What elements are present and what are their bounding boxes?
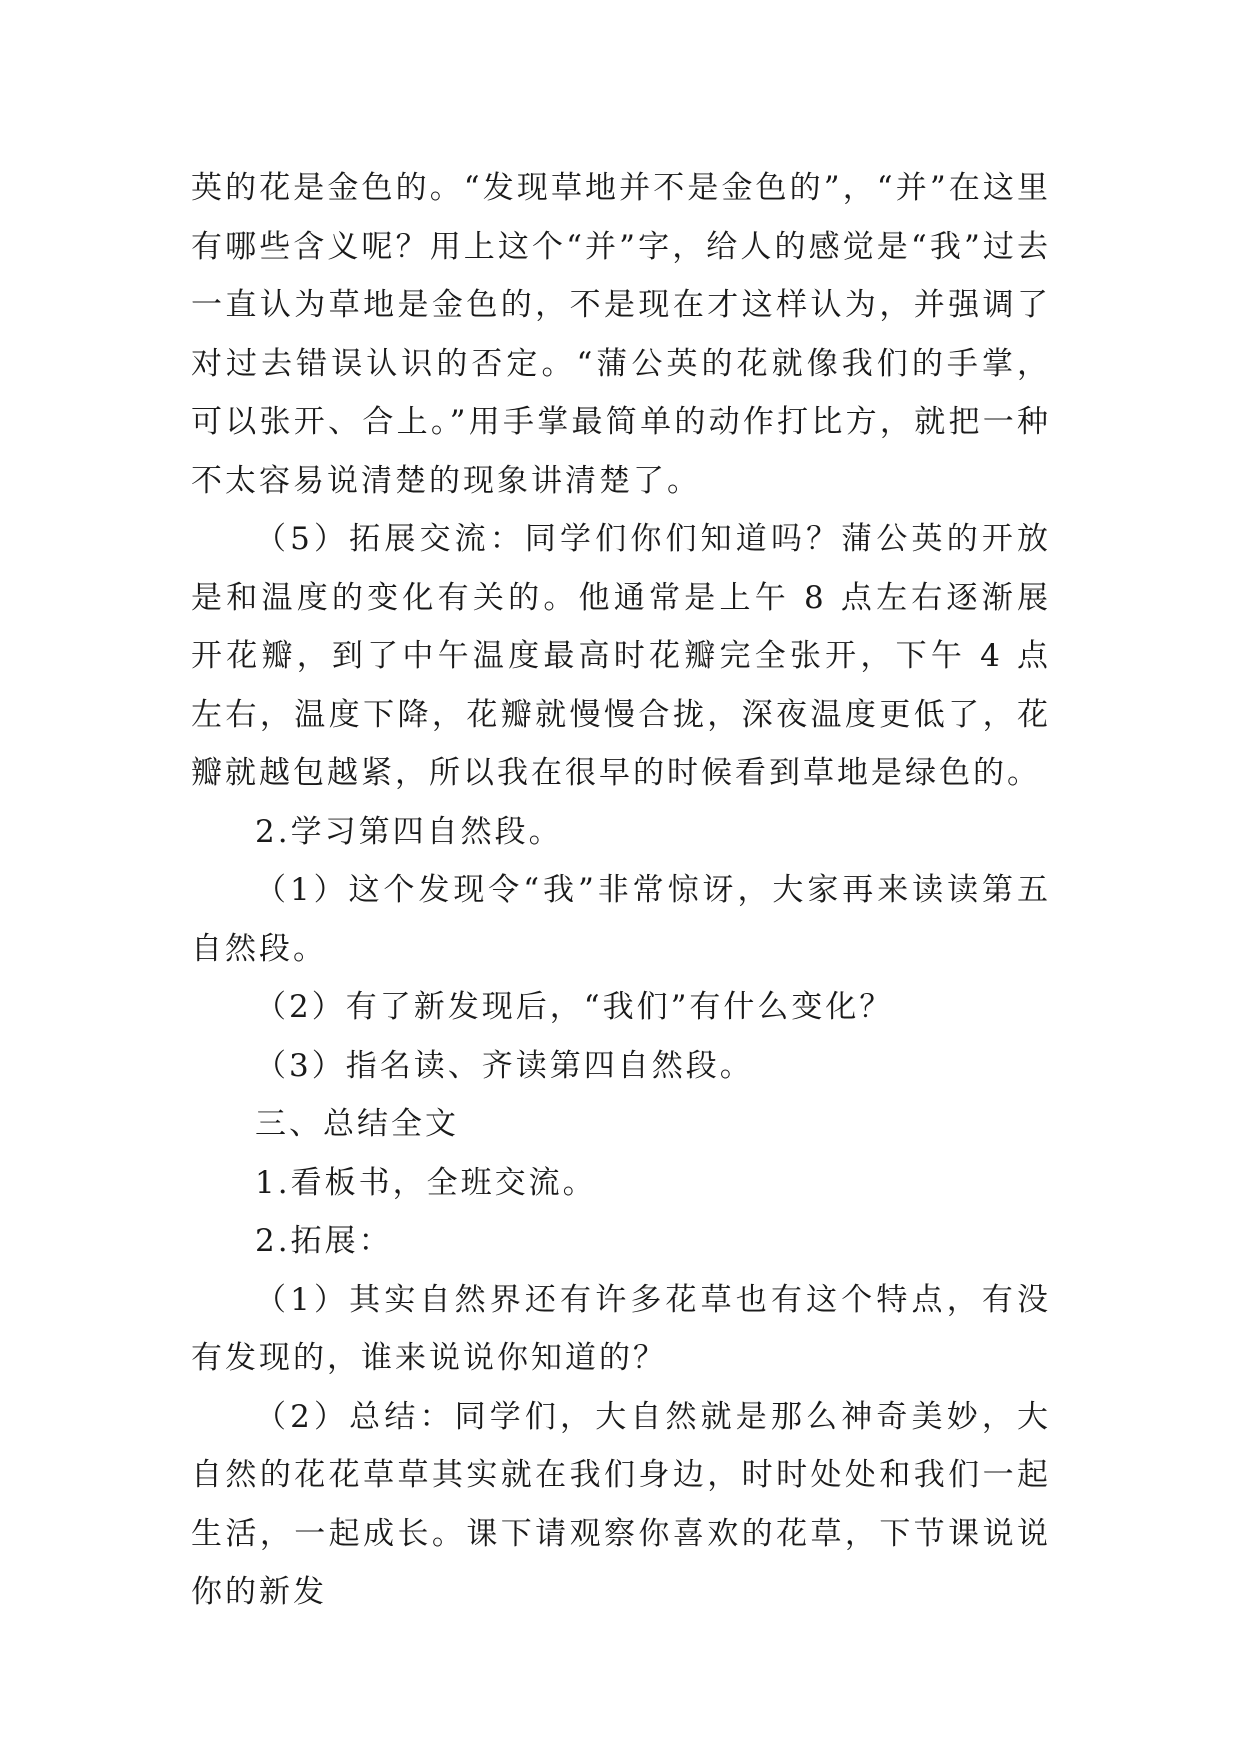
paragraph-step-2-heading: 2.学习第四自然段。 [255, 813, 563, 850]
paragraph-summary-1: 1.看板书，全班交流。 [255, 1164, 597, 1201]
paragraph-summary-2-item-2: （2）总结：同学们，大自然就是那么神奇美妙，大自然的花花草草其实就在我们身边，时时处处和我们一起生活，一起成长。课下请观察你喜欢的花草，下节课说说你的新发 [191, 1398, 1051, 1610]
section-heading-summary: 三、总结全文 [255, 1106, 459, 1142]
paragraph-step-2-item-2: （2）有了新发现后，“我们”有什么变化？ [255, 989, 894, 1025]
paragraph-step-2-item-1: （1）这个发现令“我”非常惊讶，大家再来读读第五自然段。 [191, 872, 1051, 967]
paragraph-step-2-item-3: （3）指名读、齐读第四自然段。 [255, 1047, 754, 1084]
paragraph-summary-2-item-1: （1）其实自然界还有许多花草也有这个特点，有没有发现的，谁来说说你知道的？ [191, 1281, 1051, 1376]
document-body [191, 159, 1051, 1622]
paragraph-extension-discussion: （5）拓展交流：同学们你们知道吗？蒲公英的开放是和温度的变化有关的。他通常是上午 8 点左右逐渐展开花瓣，到了中午温度最高时花瓣完全张开，下午 4 点左右，温度下降，花瓣就慢慢合拢，深夜温度更低了，花瓣就越包越紧，所以我在很早的时候看到草地是绿色的。 [191, 521, 1051, 791]
paragraph-continuation: 英的花是金色的。“发现草地并不是金色的”，“并”在这里有哪些含义呢？用上这个“并”字，给人的感觉是“我”过去一直认为草地是金色的，不是现在才这样认为，并强调了对过去错误认识的否定。“蒲公英的花就像我们的手掌，可以张开、合上。”用手掌最简单的动作打比方，就把一种不太容易说清楚的现象讲清楚了。 [191, 170, 1051, 499]
paragraph-summary-2-heading: 2.拓展： [255, 1223, 393, 1259]
